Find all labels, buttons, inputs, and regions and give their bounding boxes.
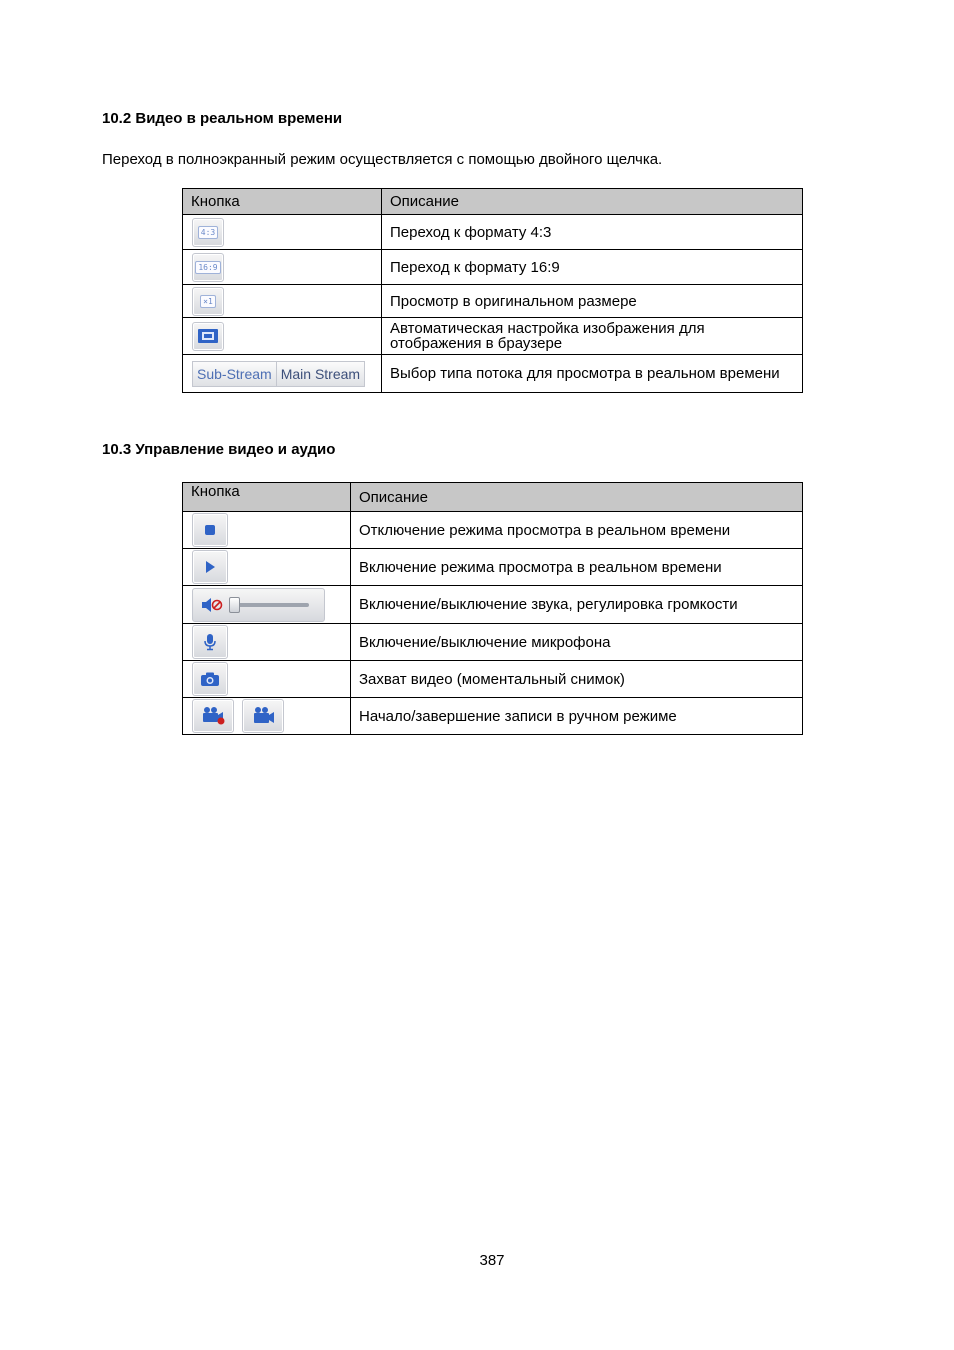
description-cell: Переход к формату 4:3: [382, 215, 803, 250]
column-header-button: Кнопка: [183, 189, 382, 215]
description-cell: Автоматическая настройка изображения для отображения в браузере: [382, 318, 803, 355]
play-button[interactable]: [192, 550, 228, 584]
section-heading-10-2: 10.2 Видео в реальном времени: [102, 110, 343, 127]
stop-button[interactable]: [192, 513, 228, 547]
stop-icon: [204, 524, 216, 536]
table-row: [183, 549, 803, 586]
record-icon: [199, 706, 227, 726]
main-stream-button[interactable]: Main Stream: [276, 362, 364, 386]
play-icon: [204, 560, 216, 574]
description-cell: Начало/завершение записи в ручном режиме: [351, 698, 803, 735]
button-cell: [183, 215, 382, 250]
table-row: [183, 661, 803, 698]
table-row: [183, 698, 803, 735]
description-cell: Включение/выключение микрофона: [351, 624, 803, 661]
record-stop-button[interactable]: [242, 699, 284, 733]
original-size-icon: ×1: [200, 295, 216, 308]
description-cell: Включение режима просмотра в реальном времени: [351, 549, 803, 586]
column-header-description: Описание: [351, 483, 803, 512]
camera-icon: [200, 671, 220, 687]
button-cell: [183, 355, 382, 393]
aspect-4-3-icon: 4:3: [198, 226, 218, 239]
button-cell: [183, 549, 351, 586]
button-cell: [183, 250, 382, 285]
record-camera-icon: [249, 706, 277, 726]
description-cell: Просмотр в оригинальном размере: [382, 285, 803, 318]
description-cell: Захват видео (моментальный снимок): [351, 661, 803, 698]
column-header-description: Описание: [382, 189, 803, 215]
table-row: [183, 586, 803, 624]
table-row: [183, 624, 803, 661]
volume-control: [192, 588, 325, 622]
volume-slider[interactable]: [229, 603, 309, 607]
microphone-icon: [203, 633, 217, 651]
aspect-16-9-icon: 16:9: [195, 261, 220, 274]
aspect-4-3-button[interactable]: [192, 218, 224, 247]
live-video-buttons-table: [182, 188, 803, 393]
table-row: [183, 215, 803, 250]
table-row: [183, 355, 803, 393]
description-cell: Выбор типа потока для просмотра в реальном времени: [382, 355, 803, 393]
button-cell: [183, 624, 351, 661]
record-start-button[interactable]: [192, 699, 234, 733]
button-cell: [183, 285, 382, 318]
section-heading-10-3: 10.3 Управление видео и аудио: [102, 441, 336, 458]
volume-mute-icon[interactable]: [201, 597, 223, 613]
table-row: [183, 285, 803, 318]
fit-screen-button[interactable]: [192, 322, 224, 351]
button-cell: [183, 661, 351, 698]
description-cell: Переход к формату 16:9: [382, 250, 803, 285]
sub-stream-button[interactable]: Sub-Stream: [193, 362, 276, 386]
original-size-button[interactable]: [192, 287, 224, 316]
video-audio-controls-table: [182, 482, 803, 735]
fit-screen-icon: [197, 328, 219, 344]
button-cell: [183, 318, 382, 355]
table-row: [183, 512, 803, 549]
description-cell: Отключение режима просмотра в реальном времени: [351, 512, 803, 549]
intro-paragraph: Переход в полноэкранный режим осуществляется с помощью двойного щелчка.: [102, 151, 663, 168]
page-number: 387: [479, 1252, 505, 1269]
description-cell: Включение/выключение звука, регулировка громкости: [351, 586, 803, 624]
snapshot-button[interactable]: [192, 662, 228, 696]
table-row: [183, 250, 803, 285]
button-cell: [183, 512, 351, 549]
microphone-button[interactable]: [192, 625, 228, 659]
table-header-row: [183, 189, 803, 215]
button-cell: [183, 586, 351, 624]
table-row: [183, 318, 803, 355]
table-header-row: [183, 483, 803, 512]
column-header-button: Кнопка: [183, 483, 351, 512]
stream-type-toggle: [192, 361, 365, 387]
aspect-16-9-button[interactable]: [192, 253, 224, 282]
volume-slider-thumb[interactable]: [229, 597, 240, 613]
button-cell: [183, 698, 351, 735]
